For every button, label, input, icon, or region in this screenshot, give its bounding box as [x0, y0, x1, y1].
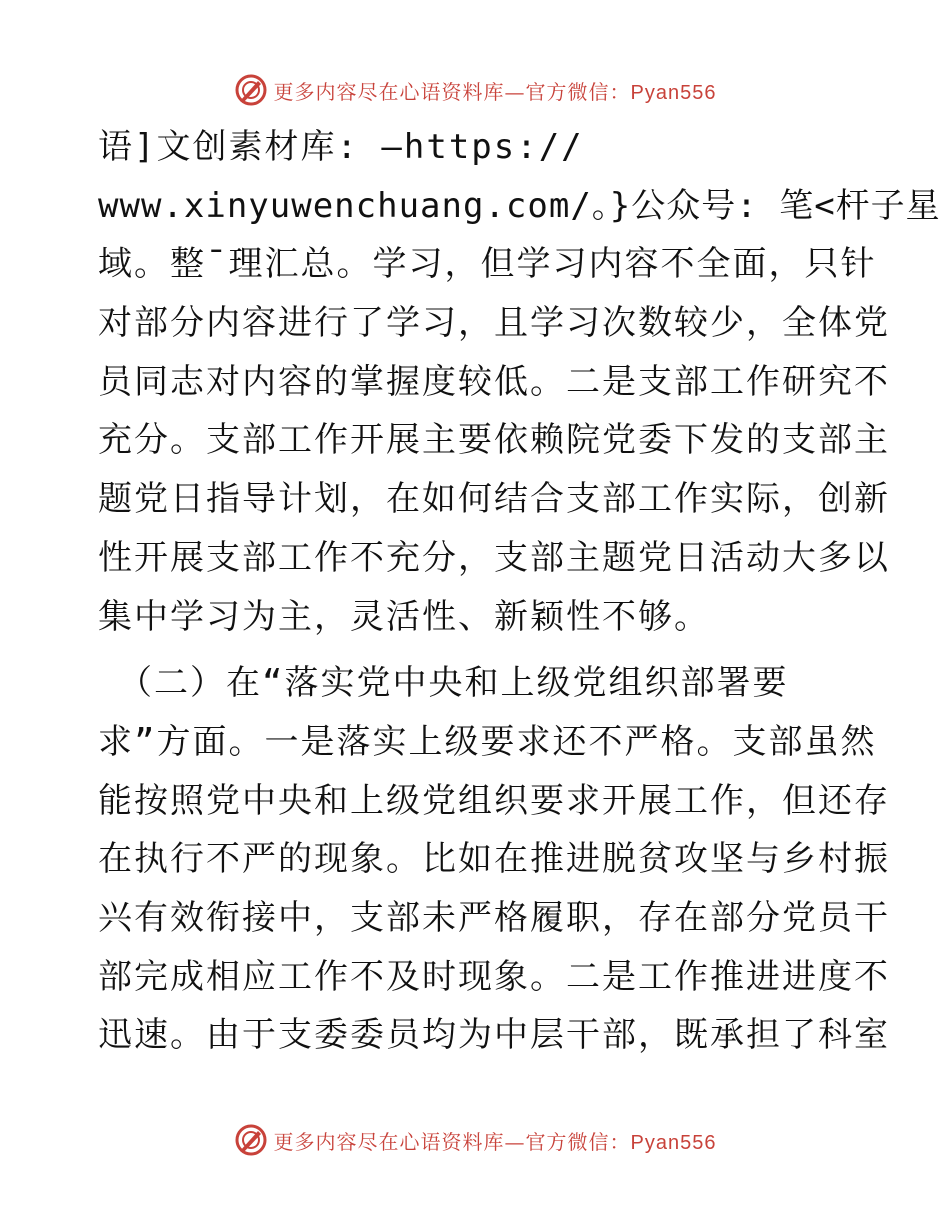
document-body	[98, 118, 941, 1065]
header-banner-label: 官方微信：	[525, 79, 631, 104]
footer-banner-text	[274, 1126, 717, 1155]
text-line: 题党日指导计划，在如何结合支部工作实际，创新	[98, 479, 890, 520]
footer-banner-cn: 更多内容尽在心语资料库	[273, 1129, 505, 1154]
text-line: 域。整¯理汇总。学习，但学习内容不全面，只针	[98, 244, 877, 285]
header-banner-dash: —	[504, 79, 526, 104]
section-heading-line: （二）在“落实党中央和上级党组织部署要	[118, 663, 789, 704]
paragraph-1	[98, 118, 941, 646]
text-line: 能按照党中央和上级党组织要求开展工作，但还存	[98, 780, 890, 821]
header-banner-cn: 更多内容尽在心语资料库	[273, 79, 505, 104]
text-line: 部完成相应工作不及时现象。二是工作推进进度不	[98, 956, 890, 997]
text-line: 在执行不严的现象。比如在推进脱贫攻坚与乡村振	[98, 839, 890, 880]
text-line: 求”方面。一是落实上级要求还不严格。支部虽然	[98, 721, 877, 762]
text-line: 集中学习为主，灵活性、新颖性不够。	[98, 596, 710, 637]
paragraph-gap	[98, 646, 858, 654]
footer-banner-dash: —	[504, 1129, 526, 1154]
quill-logo-icon	[234, 1123, 268, 1157]
header-banner	[0, 70, 950, 110]
text-line: 员同志对内容的掌握度较低。二是支部工作研究不	[98, 361, 890, 402]
paragraph-2	[98, 654, 890, 1065]
text-line: 迅速。由于支委委员均为中层干部，既承担了科室	[98, 1015, 890, 1056]
text-line: www.xinyuwenchuang.com/。}公众号: 笔<杆子星	[98, 185, 941, 226]
header-banner-text	[274, 76, 717, 105]
header-banner-id: Pyan556	[630, 81, 717, 104]
text-line: 兴有效衔接中，支部未严格履职，存在部分党员干	[98, 897, 890, 938]
text-line: 性开展支部工作不充分，支部主题党日活动大多以	[98, 537, 890, 578]
footer-banner	[0, 1120, 950, 1160]
footer-banner-label: 官方微信：	[525, 1129, 631, 1154]
text-line: 语]文创素材库: —https://	[98, 127, 584, 167]
text-line: 对部分内容进行了学习，且学习次数较少，全体党	[98, 303, 890, 344]
footer-banner-id: Pyan556	[630, 1131, 717, 1154]
text-line: 充分。支部工作开展主要依赖院党委下发的支部主	[98, 420, 890, 461]
quill-logo-icon	[234, 73, 268, 107]
